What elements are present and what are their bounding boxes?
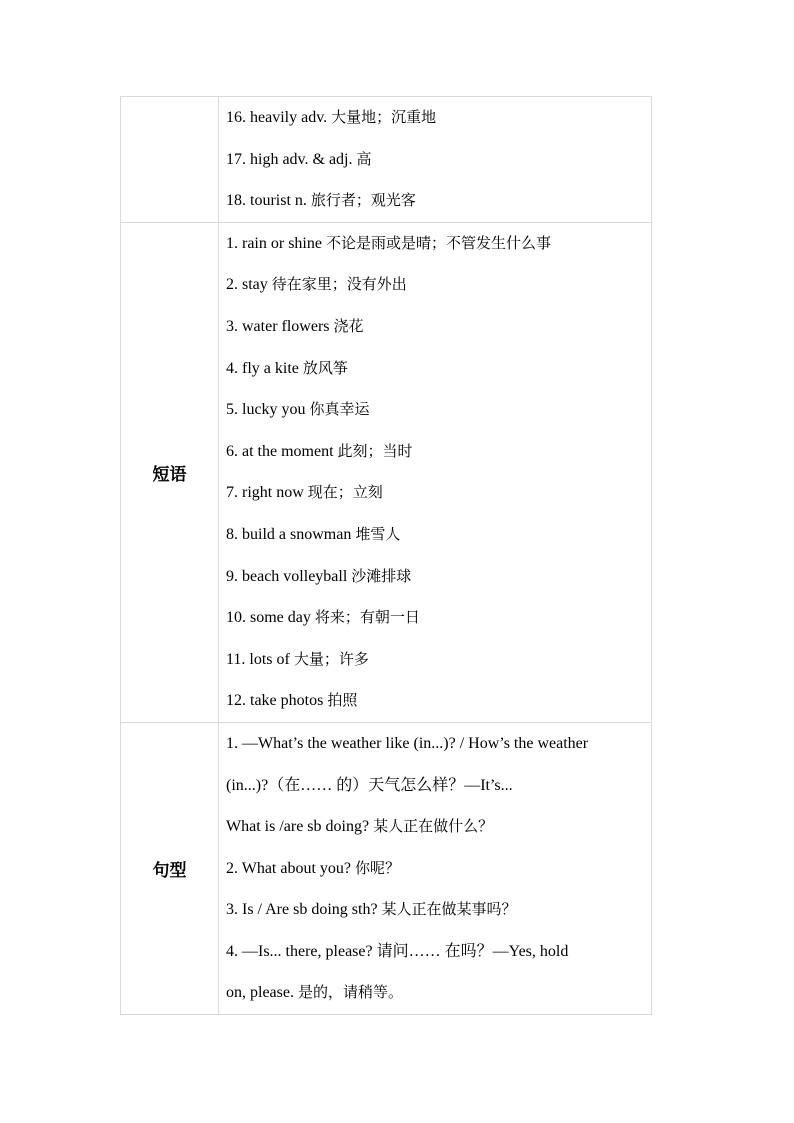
item-english: 1. rain or shine xyxy=(226,234,326,252)
section-phrases-row xyxy=(121,222,652,722)
item-english: 3. water flowers xyxy=(226,317,334,335)
items-cell xyxy=(219,97,652,223)
item-english: 16. heavily adv. xyxy=(226,109,332,126)
item-chinese: 不论是雨或是晴；不管发生什么事 xyxy=(325,233,551,252)
section-words-row xyxy=(121,97,652,223)
item-english: 4. fly a kite xyxy=(226,359,303,377)
item-chinese: 浇花 xyxy=(333,316,364,335)
item-english: 11. lots of xyxy=(226,650,294,668)
item-english: 18. tourist n. xyxy=(226,192,311,210)
item-chinese: 某人正在做某事吗？ xyxy=(381,900,517,919)
item-chinese: 大量；许多 xyxy=(293,649,369,668)
item-english: 5. lucky you xyxy=(226,401,310,419)
item-english: 9. beach volleyball xyxy=(226,567,352,585)
list-item xyxy=(219,514,651,556)
item-chinese: 你真幸运 xyxy=(309,400,370,419)
item-english: 3. Is / Are sb doing sth? xyxy=(226,901,382,919)
list-item xyxy=(219,431,651,473)
item-english: on, please. xyxy=(226,984,298,1002)
list-item xyxy=(219,556,651,598)
list-item xyxy=(219,806,651,848)
list-item xyxy=(219,348,651,390)
category-cell xyxy=(121,97,219,223)
list-item xyxy=(219,597,651,639)
items-cell xyxy=(219,722,652,1014)
list-item xyxy=(219,723,651,765)
item-english: 12. take photos xyxy=(226,692,328,710)
item-english: 8. build a snowman xyxy=(226,525,356,543)
item-chinese: 现在；立刻 xyxy=(307,483,383,502)
item-chinese: 大量地；沉重地 xyxy=(331,108,437,126)
item-english: 17. high adv. & adj. xyxy=(226,150,357,168)
item-english: 10. some day xyxy=(226,609,315,627)
list-item xyxy=(219,180,651,222)
item-english: 6. at the moment xyxy=(226,442,338,460)
item-english: 2. What about you? xyxy=(226,859,356,877)
list-item xyxy=(219,931,651,973)
item-chinese: 某人正在做什么？ xyxy=(373,817,494,836)
category-cell-sentences: 句型 xyxy=(121,722,219,1014)
item-chinese: 高 xyxy=(356,149,372,168)
item-chinese: 此刻；当时 xyxy=(337,441,413,460)
items-cell xyxy=(219,222,652,722)
item-chinese: 是的，请稍等。 xyxy=(297,983,403,1002)
item-chinese: 将来；有朝一日 xyxy=(314,608,420,627)
section-sentences-row xyxy=(121,722,652,1014)
item-chinese: 待在家里；没有外出 xyxy=(271,275,407,294)
list-item xyxy=(219,889,651,931)
item-english: What is /are sb doing? xyxy=(226,818,374,836)
item-english: (in...)?（在…… 的）天气怎么样？—It’s... xyxy=(226,776,513,794)
list-item xyxy=(219,972,651,1014)
list-item xyxy=(219,472,651,514)
list-item xyxy=(219,765,651,807)
list-item xyxy=(219,97,651,139)
category-cell-phrases: 短语 xyxy=(121,222,219,722)
item-chinese: 拍照 xyxy=(327,691,358,710)
item-english: 4. —Is... there, please? 请问…… 在吗？—Yes, hold xyxy=(226,942,569,960)
list-item xyxy=(219,848,651,890)
list-item xyxy=(219,264,651,306)
item-chinese: 堆雪人 xyxy=(355,524,401,543)
list-item xyxy=(219,639,651,681)
list-item xyxy=(219,223,651,265)
item-chinese: 你呢？ xyxy=(355,858,401,877)
item-chinese: 旅行者；观光客 xyxy=(310,191,416,210)
item-chinese: 放风筝 xyxy=(302,358,348,377)
item-chinese: 沙滩排球 xyxy=(351,566,412,585)
list-item xyxy=(219,389,651,431)
list-item xyxy=(219,680,651,722)
item-english: 1. —What’s the weather like (in...)? / How’s the weather xyxy=(226,734,589,752)
item-english: 2. stay xyxy=(226,276,272,294)
list-item xyxy=(219,139,651,181)
vocabulary-table xyxy=(120,96,652,1015)
item-english: 7. right now xyxy=(226,484,308,502)
list-item xyxy=(219,306,651,348)
